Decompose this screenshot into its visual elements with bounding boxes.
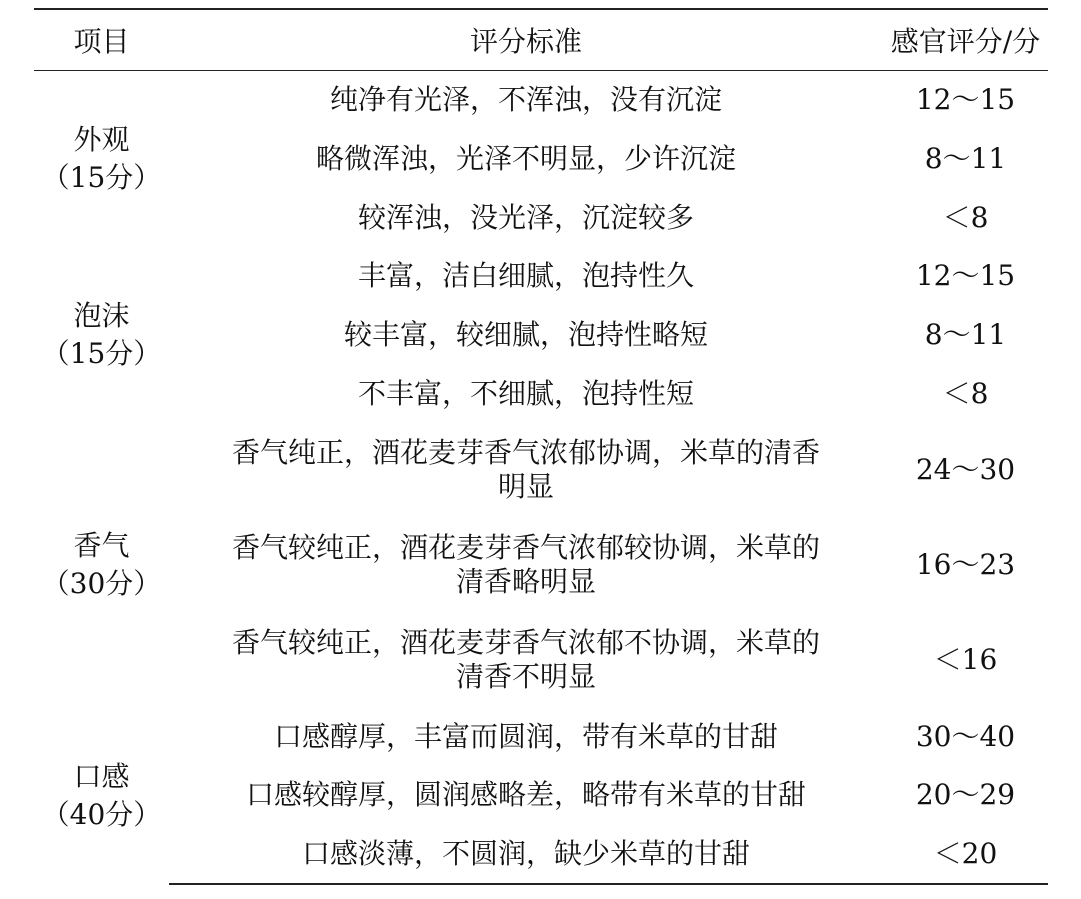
criteria-cell xyxy=(169,518,883,613)
score-cell: 30～40 xyxy=(915,719,1016,753)
scoring-table-container xyxy=(34,8,1048,885)
criteria-cell: 丰富，洁白细腻，泡持性久 xyxy=(357,259,694,293)
item-name: 香气 xyxy=(73,529,130,563)
score-cell: 16～23 xyxy=(915,548,1016,582)
item-cell-aroma xyxy=(34,423,169,707)
item-points: （15分） xyxy=(41,161,162,195)
header-score: 感官评分/分 xyxy=(883,9,1048,71)
table-row xyxy=(34,306,1048,365)
criteria-line: 清香不明显 xyxy=(455,659,596,693)
criteria-cell: 较丰富，较细腻，泡持性略短 xyxy=(343,318,708,352)
item-name: 口感 xyxy=(73,759,130,793)
table-row xyxy=(34,825,1048,885)
item-points: （15分） xyxy=(41,337,162,371)
criteria-cell: 口感较醇厚，圆润感略差，略带有米草的甘甜 xyxy=(245,778,806,812)
criteria-line: 香气纯正，酒花麦芽香气浓郁协调，米草的清香 xyxy=(231,436,820,470)
item-name: 外观 xyxy=(73,123,130,157)
criteria-cell xyxy=(169,613,883,708)
criteria-line: 清香略明显 xyxy=(455,565,596,599)
score-cell: 24～30 xyxy=(915,453,1016,487)
score-cell: 12～15 xyxy=(915,259,1016,293)
score-cell: 8～11 xyxy=(924,142,1007,176)
table-row xyxy=(34,71,1048,130)
table-row xyxy=(34,188,1048,247)
criteria-line: 香气较纯正，酒花麦芽香气浓郁较协调，米草的 xyxy=(231,531,820,565)
criteria-line: 香气较纯正，酒花麦芽香气浓郁不协调，米草的 xyxy=(231,625,820,659)
item-name: 泡沫 xyxy=(73,299,130,333)
score-cell: ＜20 xyxy=(883,825,1048,885)
item-cell-foam xyxy=(34,247,169,423)
score-cell: 12～15 xyxy=(915,83,1016,117)
criteria-cell: 较浑浊，没光泽，沉淀较多 xyxy=(357,200,694,234)
table-row xyxy=(34,130,1048,189)
table-row xyxy=(34,766,1048,825)
table-row xyxy=(34,247,1048,306)
item-points: （40分） xyxy=(41,797,162,831)
table-row xyxy=(34,364,1048,423)
criteria-cell: 纯净有光泽，不浑浊，没有沉淀 xyxy=(329,83,722,117)
item-cell-appearance xyxy=(34,71,169,248)
score-cell: ＜8 xyxy=(942,376,989,410)
criteria-cell: 口感醇厚，丰富而圆润，带有米草的甘甜 xyxy=(273,719,778,753)
header-criteria: 评分标准 xyxy=(169,9,883,71)
table-row xyxy=(34,613,1048,708)
item-cell-mouthfeel xyxy=(34,707,169,884)
sensory-scoring-table xyxy=(34,8,1048,885)
score-cell: 8～11 xyxy=(924,318,1007,352)
item-points: （30分） xyxy=(41,567,162,601)
criteria-cell: 不丰富，不细腻，泡持性短 xyxy=(357,376,694,410)
header-item: 项目 xyxy=(34,9,169,71)
table-header-row xyxy=(34,9,1048,71)
criteria-line: 明显 xyxy=(497,470,554,504)
table-row xyxy=(34,423,1048,518)
score-cell: ＜16 xyxy=(933,642,998,676)
table-row xyxy=(34,518,1048,613)
criteria-cell: 口感淡薄，不圆润，缺少米草的甘甜 xyxy=(169,825,883,885)
score-cell: ＜8 xyxy=(942,200,989,234)
criteria-cell xyxy=(169,423,883,518)
table-row xyxy=(34,707,1048,766)
criteria-cell: 略微浑浊，光泽不明显，少许沉淀 xyxy=(315,142,736,176)
score-cell: 20～29 xyxy=(915,778,1016,812)
